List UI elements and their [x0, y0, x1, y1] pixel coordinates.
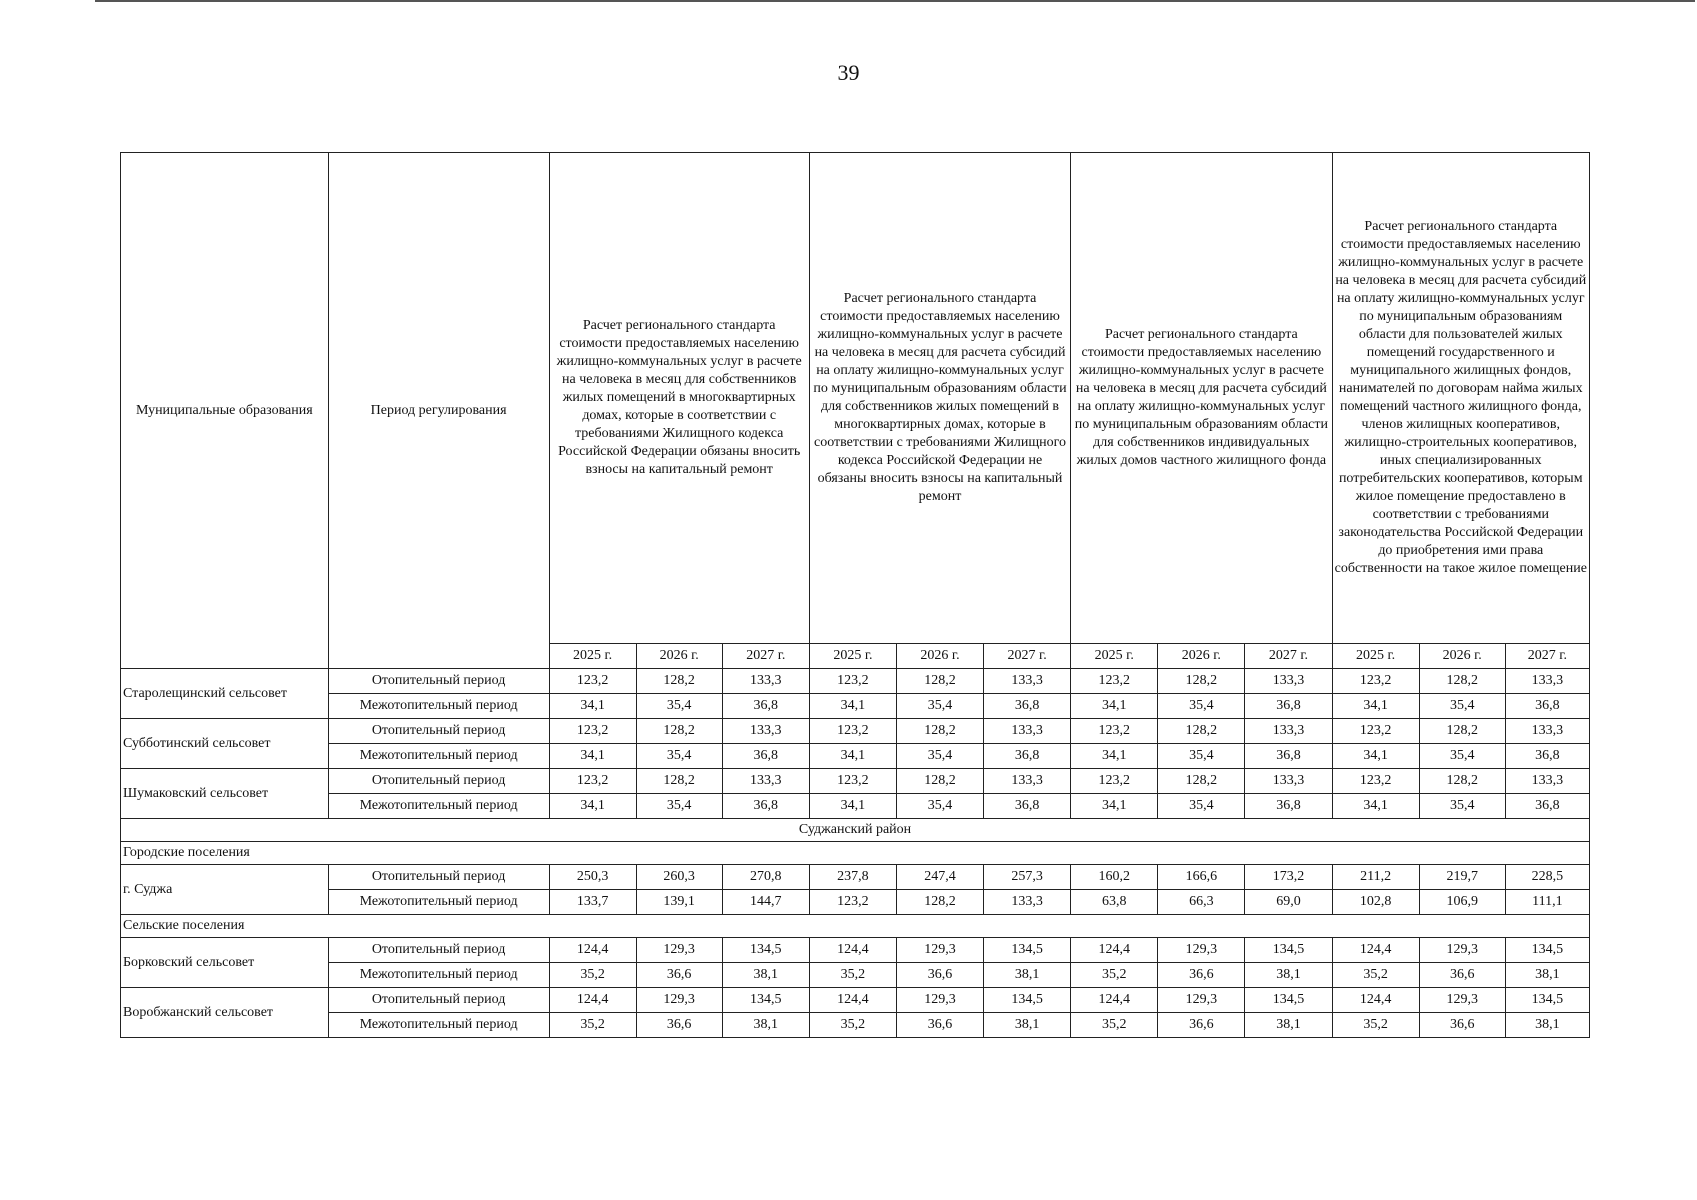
value-cell: 36,8: [984, 794, 1071, 819]
value-cell: 123,2: [1332, 719, 1419, 744]
value-cell: 34,1: [549, 694, 636, 719]
year-header: 2025 г.: [549, 644, 636, 669]
value-cell: 35,4: [636, 744, 722, 769]
municipality-cell: Борковский сельсовет: [121, 938, 329, 988]
district-heading-row: [121, 819, 1590, 842]
value-cell: 133,3: [1245, 669, 1332, 694]
value-cell: 128,2: [636, 719, 722, 744]
value-cell: 133,3: [1245, 769, 1332, 794]
value-cell: 128,2: [636, 769, 722, 794]
value-cell: 35,4: [1419, 694, 1505, 719]
value-cell: 134,5: [984, 988, 1071, 1013]
value-cell: 69,0: [1245, 890, 1332, 915]
value-cell: 34,1: [809, 794, 896, 819]
year-header: 2025 г.: [809, 644, 896, 669]
value-cell: 34,1: [1332, 744, 1419, 769]
header-group-4: Расчет регионального стандарта стоимости предоставляемых населению жилищно-коммунальных услуг в расчете на человека в месяц для расчета субсидий на оплату жилищно-коммунальных услуг по муниципальным образованиям области для пользователей жилых помещений государственного и муниципального жилищных фондов, нанимателей по договорам найма жилых помещений частного жилищного фонда, членов жилищных кооперативов, жилищно-строительных кооперативов, иных специализированных потребительских кооперативов, которым жилое помещение предоставлено в соответствии с требованиями законодательства Российской Федерации до приобретения ими права собственности на такое жилое помещение: [1332, 153, 1589, 644]
value-cell: 38,1: [722, 1013, 809, 1038]
value-cell: 36,6: [636, 963, 722, 988]
value-cell: 35,2: [1071, 1013, 1158, 1038]
value-cell: 124,4: [549, 938, 636, 963]
value-cell: 35,4: [1419, 744, 1505, 769]
value-cell: 128,2: [1158, 669, 1245, 694]
value-cell: 129,3: [1158, 938, 1245, 963]
value-cell: 219,7: [1419, 865, 1505, 890]
section-heading-rural-row: [121, 915, 1590, 938]
value-cell: 34,1: [549, 744, 636, 769]
value-cell: 134,5: [1505, 938, 1589, 963]
value-cell: 128,2: [1419, 669, 1505, 694]
value-cell: 134,5: [1245, 938, 1332, 963]
value-cell: 134,5: [1505, 988, 1589, 1013]
value-cell: 34,1: [1332, 694, 1419, 719]
value-cell: 35,4: [896, 744, 983, 769]
value-cell: 124,4: [1332, 988, 1419, 1013]
period-cell: Отопительный период: [328, 769, 549, 794]
table-row: [121, 744, 1590, 769]
value-cell: 35,4: [1158, 794, 1245, 819]
value-cell: 133,3: [722, 669, 809, 694]
value-cell: 160,2: [1071, 865, 1158, 890]
value-cell: 66,3: [1158, 890, 1245, 915]
district-heading: Суджанский район: [121, 819, 1590, 842]
year-header: 2027 г.: [984, 644, 1071, 669]
header-group-2: Расчет регионального стандарта стоимости предоставляемых населению жилищно-коммунальных услуг в расчете на человека в месяц для расчета субсидий на оплату жилищно-коммунальных услуг по муниципальным образованиям области для собственников жилых помещений в многоквартирных домах, которые в соответствии с требованиями Жилищного кодекса Российской Федерации не обязаны вносить взносы на капитальный ремонт: [809, 153, 1070, 644]
value-cell: 102,8: [1332, 890, 1419, 915]
value-cell: 34,1: [1071, 794, 1158, 819]
section-heading-urban-row: [121, 842, 1590, 865]
value-cell: 123,2: [809, 669, 896, 694]
value-cell: 270,8: [722, 865, 809, 890]
value-cell: 124,4: [549, 988, 636, 1013]
value-cell: 128,2: [1419, 719, 1505, 744]
value-cell: 34,1: [549, 794, 636, 819]
value-cell: 35,2: [1071, 963, 1158, 988]
year-header: 2025 г.: [1071, 644, 1158, 669]
value-cell: 133,3: [722, 769, 809, 794]
year-header: 2027 г.: [1505, 644, 1589, 669]
value-cell: 38,1: [1245, 963, 1332, 988]
header-period: Период регулирования: [328, 153, 549, 669]
value-cell: 128,2: [896, 890, 983, 915]
year-header: 2027 г.: [1245, 644, 1332, 669]
value-cell: 133,3: [1505, 719, 1589, 744]
period-cell: Отопительный период: [328, 938, 549, 963]
table-row: [121, 669, 1590, 694]
value-cell: 129,3: [636, 988, 722, 1013]
value-cell: 128,2: [896, 719, 983, 744]
value-cell: 123,2: [549, 719, 636, 744]
value-cell: 124,4: [1071, 988, 1158, 1013]
period-cell: Отопительный период: [328, 669, 549, 694]
value-cell: 35,2: [549, 1013, 636, 1038]
value-cell: 36,8: [1505, 744, 1589, 769]
value-cell: 35,4: [1158, 694, 1245, 719]
value-cell: 36,8: [722, 794, 809, 819]
value-cell: 129,3: [896, 938, 983, 963]
value-cell: 36,8: [1505, 794, 1589, 819]
value-cell: 36,8: [984, 744, 1071, 769]
value-cell: 35,2: [1332, 1013, 1419, 1038]
value-cell: 133,7: [549, 890, 636, 915]
table-row: [121, 719, 1590, 744]
period-cell: Отопительный период: [328, 988, 549, 1013]
year-header: 2026 г.: [1158, 644, 1245, 669]
period-cell: Межотопительный период: [328, 1013, 549, 1038]
period-cell: Межотопительный период: [328, 694, 549, 719]
header-municipality: Муниципальные образования: [121, 153, 329, 669]
value-cell: 129,3: [636, 938, 722, 963]
table-row: [121, 938, 1590, 963]
value-cell: 111,1: [1505, 890, 1589, 915]
table-row: [121, 794, 1590, 819]
value-cell: 38,1: [984, 1013, 1071, 1038]
value-cell: 35,4: [896, 694, 983, 719]
value-cell: 106,9: [1419, 890, 1505, 915]
value-cell: 260,3: [636, 865, 722, 890]
municipality-cell: г. Суджа: [121, 865, 329, 915]
value-cell: 123,2: [1332, 669, 1419, 694]
value-cell: 129,3: [1419, 988, 1505, 1013]
section-heading-rural: Сельские поселения: [121, 915, 1590, 938]
value-cell: 133,3: [1505, 769, 1589, 794]
top-rule: [95, 0, 1695, 2]
value-cell: 133,3: [984, 669, 1071, 694]
value-cell: 134,5: [722, 938, 809, 963]
value-cell: 38,1: [722, 963, 809, 988]
table-row: [121, 890, 1590, 915]
table-body: [121, 669, 1590, 1038]
value-cell: 35,2: [809, 963, 896, 988]
section-heading-urban: Городские поселения: [121, 842, 1590, 865]
value-cell: 133,3: [984, 719, 1071, 744]
municipality-cell: Воробжанский сельсовет: [121, 988, 329, 1038]
table-row: [121, 769, 1590, 794]
value-cell: 123,2: [549, 769, 636, 794]
value-cell: 129,3: [1158, 988, 1245, 1013]
period-cell: Межотопительный период: [328, 890, 549, 915]
table-row: [121, 988, 1590, 1013]
value-cell: 123,2: [1071, 669, 1158, 694]
value-cell: 36,8: [1245, 694, 1332, 719]
period-cell: Отопительный период: [328, 719, 549, 744]
value-cell: 34,1: [1071, 744, 1158, 769]
value-cell: 166,6: [1158, 865, 1245, 890]
value-cell: 123,2: [1071, 719, 1158, 744]
period-cell: Отопительный период: [328, 865, 549, 890]
value-cell: 228,5: [1505, 865, 1589, 890]
value-cell: 38,1: [1505, 1013, 1589, 1038]
value-cell: 133,3: [984, 769, 1071, 794]
municipality-cell: Шумаковский сельсовет: [121, 769, 329, 819]
value-cell: 133,3: [984, 890, 1071, 915]
value-cell: 133,3: [722, 719, 809, 744]
period-cell: Межотопительный период: [328, 963, 549, 988]
value-cell: 36,6: [1419, 963, 1505, 988]
value-cell: 134,5: [984, 938, 1071, 963]
value-cell: 133,3: [1505, 669, 1589, 694]
value-cell: 36,6: [896, 1013, 983, 1038]
header-group-3: Расчет регионального стандарта стоимости предоставляемых населению жилищно-коммунальных услуг в расчете на человека в месяц для расчета субсидий на оплату жилищно-коммунальных услуг по муниципальным образованиям области для собственников индивидуальных жилых домов частного жилищного фонда: [1071, 153, 1332, 644]
value-cell: 123,2: [809, 769, 896, 794]
value-cell: 247,4: [896, 865, 983, 890]
value-cell: 34,1: [1332, 794, 1419, 819]
period-cell: Межотопительный период: [328, 794, 549, 819]
value-cell: 123,2: [809, 890, 896, 915]
value-cell: 128,2: [1158, 719, 1245, 744]
value-cell: 35,2: [549, 963, 636, 988]
value-cell: 124,4: [1332, 938, 1419, 963]
table-row: [121, 963, 1590, 988]
value-cell: 211,2: [1332, 865, 1419, 890]
year-header: 2025 г.: [1332, 644, 1419, 669]
value-cell: 35,2: [809, 1013, 896, 1038]
value-cell: 35,4: [1158, 744, 1245, 769]
municipality-cell: Старолещинский сельсовет: [121, 669, 329, 719]
value-cell: 36,8: [1245, 794, 1332, 819]
value-cell: 129,3: [896, 988, 983, 1013]
table-row: [121, 694, 1590, 719]
value-cell: 124,4: [809, 988, 896, 1013]
value-cell: 129,3: [1419, 938, 1505, 963]
value-cell: 124,4: [1071, 938, 1158, 963]
value-cell: 36,6: [1419, 1013, 1505, 1038]
value-cell: 36,8: [984, 694, 1071, 719]
value-cell: 34,1: [809, 694, 896, 719]
value-cell: 123,2: [1332, 769, 1419, 794]
value-cell: 134,5: [722, 988, 809, 1013]
year-header: 2027 г.: [722, 644, 809, 669]
value-cell: 123,2: [549, 669, 636, 694]
value-cell: 128,2: [1158, 769, 1245, 794]
year-header: 2026 г.: [636, 644, 722, 669]
header-group-1: Расчет регионального стандарта стоимости предоставляемых населению жилищно-коммунальных услуг в расчете на человека в месяц для собственников жилых помещений в многоквартирных домах, которые в соответствии с требованиями Жилищного кодекса Российской Федерации обязаны вносить взносы на капитальный ремонт: [549, 153, 809, 644]
value-cell: 38,1: [984, 963, 1071, 988]
value-cell: 34,1: [1071, 694, 1158, 719]
value-cell: 128,2: [1419, 769, 1505, 794]
value-cell: 35,4: [636, 694, 722, 719]
value-cell: 134,5: [1245, 988, 1332, 1013]
value-cell: 35,4: [1419, 794, 1505, 819]
municipality-cell: Субботинский сельсовет: [121, 719, 329, 769]
value-cell: 35,4: [636, 794, 722, 819]
value-cell: 139,1: [636, 890, 722, 915]
value-cell: 36,6: [896, 963, 983, 988]
value-cell: 250,3: [549, 865, 636, 890]
value-cell: 36,8: [1505, 694, 1589, 719]
value-cell: 35,4: [896, 794, 983, 819]
value-cell: 34,1: [809, 744, 896, 769]
value-cell: 128,2: [636, 669, 722, 694]
page-number: 39: [837, 60, 860, 85]
value-cell: 36,8: [722, 694, 809, 719]
value-cell: 128,2: [896, 669, 983, 694]
value-cell: 124,4: [809, 938, 896, 963]
value-cell: 173,2: [1245, 865, 1332, 890]
value-cell: 38,1: [1245, 1013, 1332, 1038]
value-cell: 63,8: [1071, 890, 1158, 915]
value-cell: 36,6: [636, 1013, 722, 1038]
value-cell: 38,1: [1505, 963, 1589, 988]
year-header: 2026 г.: [896, 644, 983, 669]
value-cell: 257,3: [984, 865, 1071, 890]
value-cell: 35,2: [1332, 963, 1419, 988]
value-cell: 36,6: [1158, 963, 1245, 988]
period-cell: Межотопительный период: [328, 744, 549, 769]
value-cell: 36,8: [1245, 744, 1332, 769]
value-cell: 128,2: [896, 769, 983, 794]
value-cell: 144,7: [722, 890, 809, 915]
table-row: [121, 865, 1590, 890]
standards-table: [120, 152, 1590, 1038]
value-cell: 123,2: [809, 719, 896, 744]
value-cell: 123,2: [1071, 769, 1158, 794]
year-header: 2026 г.: [1419, 644, 1505, 669]
value-cell: 36,8: [722, 744, 809, 769]
value-cell: 133,3: [1245, 719, 1332, 744]
value-cell: 36,6: [1158, 1013, 1245, 1038]
value-cell: 237,8: [809, 865, 896, 890]
table-row: [121, 1013, 1590, 1038]
